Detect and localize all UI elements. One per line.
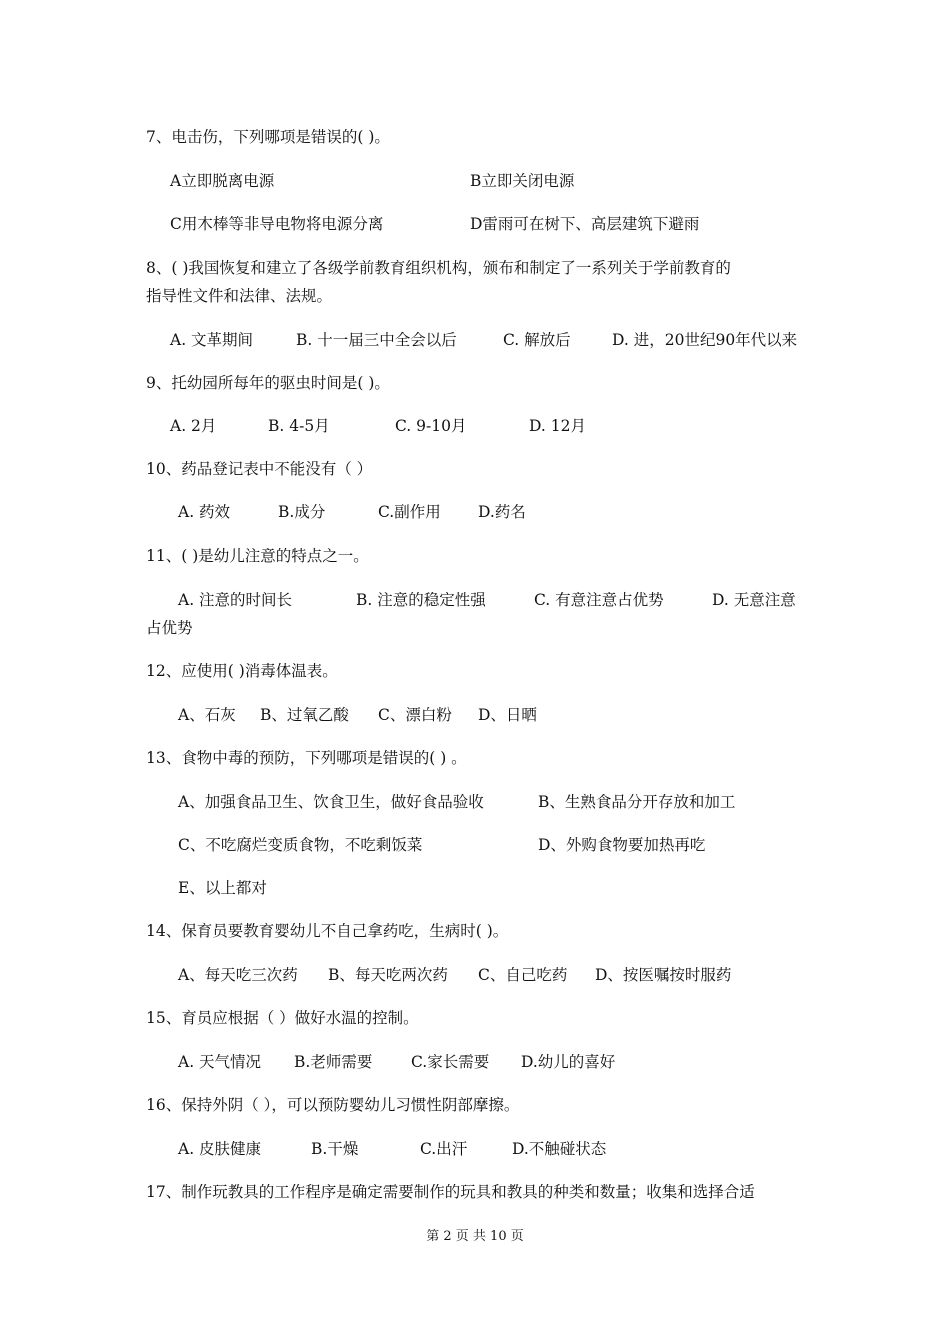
question-9-option-b: B. 4-5月: [268, 417, 330, 435]
question-9-option-a: A. 2月: [170, 417, 217, 435]
question-16-option-a: A. 皮肤健康: [178, 1140, 262, 1158]
question-10-option-d: D.药名: [478, 503, 526, 521]
question-10-stem: 10、药品登记表中不能没有（ ）: [146, 460, 373, 478]
question-16-option-b: B.干燥: [311, 1140, 359, 1158]
question-11-option-b: B. 注意的稳定性强: [356, 591, 486, 609]
question-9-stem: 9、托幼园所每年的驱虫时间是( )。: [146, 374, 390, 392]
question-10-option-c: C.副作用: [378, 503, 441, 521]
question-13-option-e: E、以上都对: [178, 879, 267, 897]
question-8-option-a: A. 文革期间: [170, 331, 254, 349]
question-8-stem-line2: 指导性文件和法律、法规。: [146, 287, 333, 305]
question-15-option-d: D.幼儿的喜好: [521, 1053, 616, 1071]
question-7-option-b: B立即关闭电源: [470, 172, 575, 190]
question-11-option-c: C. 有意注意占优势: [534, 591, 664, 609]
question-12-stem: 12、应使用( )消毒体温表。: [146, 662, 338, 680]
question-11-option-d: D. 无意注意: [712, 591, 796, 609]
question-14-option-b: B、每天吃两次药: [328, 966, 448, 984]
question-10-option-a: A. 药效: [178, 503, 231, 521]
question-17-stem: 17、制作玩教具的工作程序是确定需要制作的玩具和教具的种类和数量；收集和选择合适: [146, 1183, 755, 1201]
question-9-option-d: D. 12月: [529, 417, 586, 435]
question-13-option-b: B、生熟食品分开存放和加工: [538, 793, 736, 811]
question-16-stem: 16、保持外阴（ ），可以预防婴幼儿习惯性阴部摩擦。: [146, 1096, 520, 1114]
question-8-option-c: C. 解放后: [503, 331, 571, 349]
question-7-stem: 7、电击伤，下列哪项是错误的( )。: [146, 128, 390, 146]
question-8-stem-line1: 8、( )我国恢复和建立了各级学前教育组织机构，颁布和制定了一系列关于学前教育的: [146, 259, 731, 277]
question-11-option-d-wrap: 占优势: [146, 619, 193, 637]
question-13-option-a: A、加强食品卫生、饮食卫生，做好食品验收: [178, 793, 484, 811]
question-13-option-d: D、外购食物要加热再吃: [538, 836, 706, 854]
question-15-option-c: C.家长需要: [411, 1053, 490, 1071]
question-11-option-a: A. 注意的时间长: [178, 591, 293, 609]
question-12-option-d: D、日晒: [478, 706, 537, 724]
page-footer: 第 2 页 共 10 页: [426, 1229, 524, 1244]
question-15-option-b: B.老师需要: [294, 1053, 373, 1071]
question-15-option-a: A. 天气情况: [178, 1053, 262, 1071]
question-8-option-d: D. 进，20世纪90年代以来: [612, 331, 798, 349]
question-7-option-a: A立即脱离电源: [170, 172, 275, 190]
question-12-option-a: A、石灰: [178, 706, 236, 724]
question-9-option-c: C. 9-10月: [395, 417, 467, 435]
question-16-option-d: D.不触碰状态: [512, 1140, 607, 1158]
question-13-stem: 13、食物中毒的预防，下列哪项是错误的( ) 。: [146, 749, 467, 767]
question-16-option-c: C.出汗: [420, 1140, 468, 1158]
question-12-option-c: C、漂白粉: [378, 706, 452, 724]
question-14-option-c: C、自己吃药: [478, 966, 568, 984]
question-10-option-b: B.成分: [278, 503, 326, 521]
question-12-option-b: B、过氧乙酸: [260, 706, 349, 724]
question-14-option-d: D、按医嘱按时服药: [595, 966, 732, 984]
question-11-stem: 11、( )是幼儿注意的特点之一。: [146, 547, 369, 565]
question-8-option-b: B. 十一届三中全会以后: [296, 331, 457, 349]
question-14-stem: 14、保育员要教育婴幼儿不自己拿药吃，生病时( )。: [146, 922, 509, 940]
question-13-option-c: C、不吃腐烂变质食物，不吃剩饭菜: [178, 836, 423, 854]
question-15-stem: 15、育员应根据（ ）做好水温的控制。: [146, 1009, 419, 1027]
question-7-option-c: C用木棒等非导电物将电源分离: [170, 215, 384, 233]
question-14-option-a: A、每天吃三次药: [178, 966, 298, 984]
question-7-option-d: D雷雨可在树下、高层建筑下避雨: [470, 215, 700, 233]
